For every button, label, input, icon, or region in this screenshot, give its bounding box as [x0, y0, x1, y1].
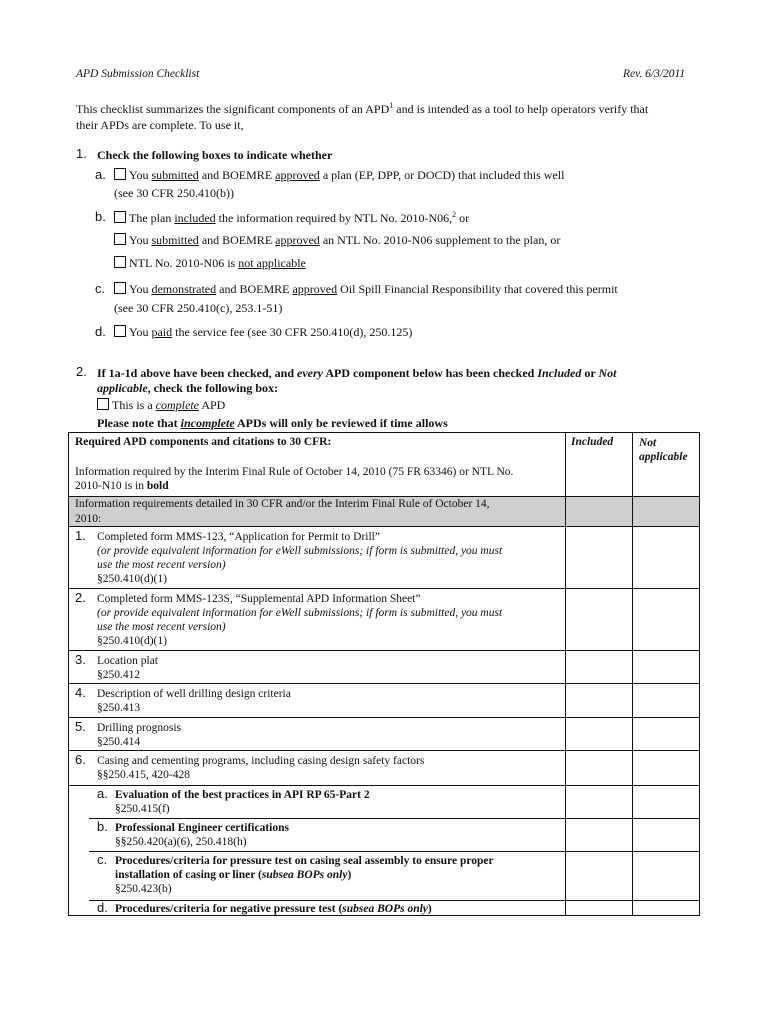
checkbox-1b[interactable]	[114, 211, 126, 223]
row-1-note-1: (or provide equivalent information for eWell submissions; if form is submitted, you must	[97, 545, 503, 557]
row-6c-title-2: installation of casing or liner (subsea BOPs only)	[115, 869, 352, 881]
item-1d-letter: d.	[95, 324, 106, 339]
section-1-number: 1.	[76, 146, 87, 161]
item-1c: You demonstrated and BOEMRE approved Oil Spill Financial Responsibility that covered this permit	[114, 282, 618, 297]
row-number: 3.	[75, 652, 86, 667]
item-1d: You paid the service fee (see 30 CFR 250.410(d), 250.125)	[114, 325, 412, 340]
row-6a-title: Evaluation of the best practices in API RP 65-Part 2	[115, 789, 370, 801]
row-4-title: Description of well drilling design criteria	[97, 688, 291, 700]
complete-apd: This is a complete APD	[97, 398, 225, 413]
row-6c-title: Procedures/criteria for pressure test on casing seal assembly to ensure proper	[115, 855, 494, 867]
section-2-number: 2.	[76, 364, 87, 379]
sub-letter: b.	[97, 819, 108, 834]
row-4-citation: §250.413	[97, 702, 141, 714]
checkbox-1b-not-applicable[interactable]	[114, 256, 126, 268]
sub-letter: d.	[97, 900, 108, 915]
intro-paragraph: This checklist summarizes the significant components of an APD$^1$ and is intended as a tool to help operators verify that their APDs are complete. To use it,	[76, 101, 649, 132]
row-6a-citation: §250.415(f)	[115, 803, 170, 815]
row-3-citation: §250.412	[97, 669, 141, 681]
row-2-citation: §250.410(d)(1)	[97, 635, 167, 647]
row-6c-citation: §250.423(b)	[115, 883, 172, 895]
table-header-components: Required APD components and citations to 30 CFR:	[75, 436, 332, 448]
checkbox-1c[interactable]	[114, 282, 126, 294]
row-2-note-2: use the most recent version)	[97, 621, 226, 633]
sub-letter: a.	[97, 786, 108, 801]
row-number: 4.	[75, 685, 86, 700]
item-1a: You submitted and BOEMRE approved a plan (EP, DPP, or DOCD) that included this well	[114, 168, 564, 183]
row-number: 6.	[75, 752, 86, 767]
item-1b: The plan included the information required by NTL No. 2010-N06,$^2$ or	[114, 210, 469, 226]
row-1-title: Completed form MMS-123, “Application for Permit to Drill”	[97, 531, 380, 543]
document-title: APD Submission Checklist	[76, 68, 200, 80]
checkbox-1d[interactable]	[114, 325, 126, 337]
row-6b-citation: §§250.420(a)(6), 250.418(h)	[115, 836, 247, 848]
table-header-not-applicable-2: applicable	[639, 451, 688, 463]
row-1-note-2: use the most recent version)	[97, 559, 226, 571]
item-1a-reference: (see 30 CFR 250.410(b))	[114, 186, 234, 200]
revision-date: Rev. 6/3/2011	[623, 68, 686, 80]
item-1b-letter: b.	[95, 209, 106, 224]
incomplete-note: Please note that incomplete APDs will only be reviewed if time allows	[97, 416, 448, 430]
item-1b-not-applicable: NTL No. 2010-N06 is not applicable	[114, 256, 306, 271]
components-table	[68, 432, 700, 916]
table-header-included: Included	[571, 436, 614, 448]
table-info-line-2: 2010-N10 is in bold	[75, 480, 169, 492]
section-2-line-1: If 1a-1d above have been checked, and every APD component below has been checked Included or Not	[97, 366, 617, 380]
row-6b-title: Professional Engineer certifications	[115, 822, 289, 834]
row-6d-title: Procedures/criteria for negative pressure test (subsea BOPs only)	[115, 903, 432, 915]
table-gray-line-2: 2010:	[75, 513, 102, 525]
row-6-title: Casing and cementing programs, including casing design safety factors	[97, 755, 425, 767]
row-5-citation: §250.414	[97, 736, 141, 748]
item-1a-letter: a.	[95, 167, 106, 182]
row-3-title: Location plat	[97, 655, 158, 667]
checkbox-complete-apd[interactable]	[97, 398, 109, 410]
row-2-note-1: (or provide equivalent information for eWell submissions; if form is submitted, you must	[97, 607, 503, 619]
row-number: 2.	[75, 590, 86, 605]
checkbox-1b-supplement[interactable]	[114, 233, 126, 245]
table-gray-line-1: Information requirements detailed in 30 CFR and/or the Interim Final Rule of October 14,	[75, 498, 490, 510]
item-1c-reference: (see 30 CFR 250.410(c), 253.1-51)	[114, 301, 283, 315]
section-1-heading: Check the following boxes to indicate whether	[97, 148, 333, 162]
item-1b-supplement: You submitted and BOEMRE approved an NTL No. 2010-N06 supplement to the plan, or	[114, 233, 560, 248]
item-1c-letter: c.	[95, 281, 106, 296]
row-number: 5.	[75, 719, 86, 734]
row-5-title: Drilling prognosis	[97, 722, 182, 734]
table-info-line-1: Information required by the Interim Final Rule of October 14, 2010 (75 FR 63346) or NTL No.	[75, 466, 514, 478]
row-1-citation: §250.410(d)(1)	[97, 573, 167, 585]
row-number: 1.	[75, 528, 86, 543]
table-header-not-applicable-1: Not	[639, 437, 657, 449]
sub-letter: c.	[97, 852, 108, 867]
row-6-citation: §§250.415, 420-428	[97, 769, 190, 781]
checkbox-1a[interactable]	[114, 168, 126, 180]
row-2-title: Completed form MMS-123S, “Supplemental APD Information Sheet”	[97, 593, 421, 605]
section-2-line-2: applicable, check the following box:	[97, 381, 278, 395]
